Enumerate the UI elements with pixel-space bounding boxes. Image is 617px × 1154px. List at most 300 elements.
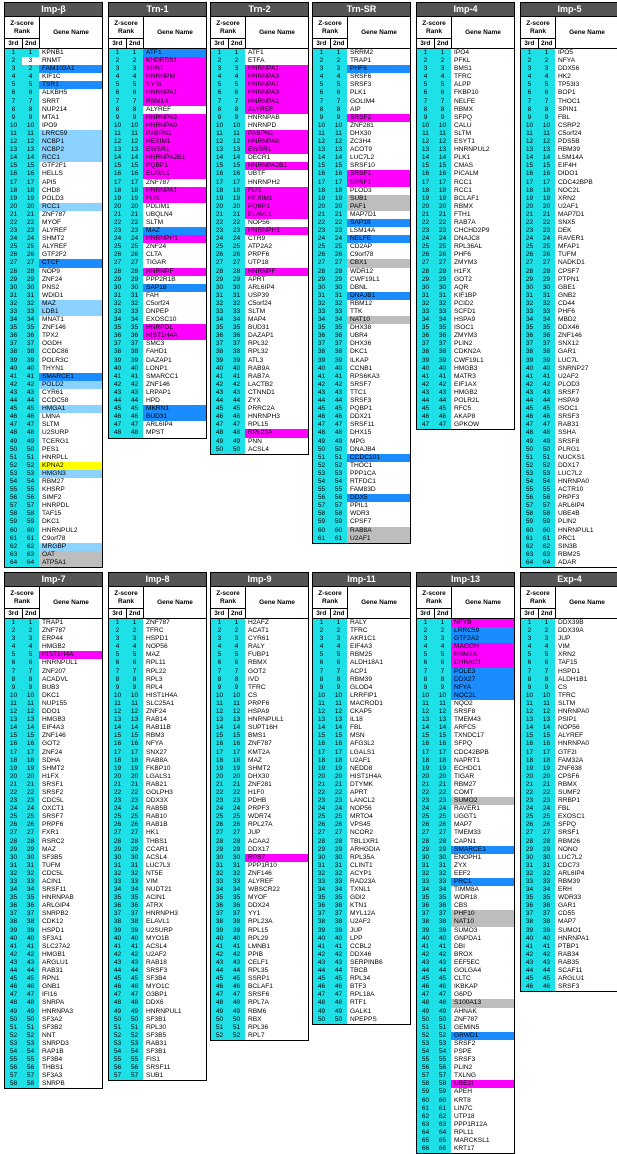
rank-3rd: 32 bbox=[5, 870, 22, 878]
gene-name: NFYA bbox=[451, 684, 514, 692]
rank-3rd: 5 bbox=[109, 81, 126, 89]
gene-name: VIM bbox=[146, 878, 158, 885]
rank-2nd: 37 bbox=[228, 910, 245, 918]
rank-2nd: 39 bbox=[538, 927, 555, 935]
table-row bbox=[521, 446, 617, 454]
rank-3rd: 36 bbox=[521, 332, 538, 340]
table-row bbox=[211, 284, 308, 292]
gene-name: DDX17 bbox=[558, 461, 580, 469]
table-row bbox=[521, 308, 617, 316]
gene-name: BTF3 bbox=[350, 983, 367, 991]
table-row bbox=[521, 235, 617, 243]
table-row bbox=[109, 740, 206, 748]
table-row bbox=[313, 967, 410, 975]
gene-name: PABPN1 bbox=[245, 130, 308, 138]
rank-3rd: 23 bbox=[109, 227, 126, 235]
rank-3rd: 17 bbox=[417, 179, 434, 187]
gene-name: HIST1H4A bbox=[39, 651, 102, 659]
table-row bbox=[521, 187, 617, 195]
rank-2nd: 37 bbox=[434, 910, 451, 918]
rank-3rd: 15 bbox=[417, 732, 434, 740]
rank-3rd: 44 bbox=[521, 967, 538, 975]
table-row bbox=[417, 684, 514, 692]
table-row bbox=[211, 365, 308, 373]
table-row bbox=[5, 959, 102, 967]
rank-2nd: 43 bbox=[228, 389, 245, 397]
table-row bbox=[521, 886, 617, 894]
rank-3rd: 56 bbox=[5, 1064, 22, 1072]
table-row bbox=[521, 789, 617, 797]
gene-name: PLK1 bbox=[454, 154, 471, 162]
table-row bbox=[211, 886, 308, 894]
rank-3rd: 9 bbox=[313, 114, 330, 122]
rank-3rd: 34 bbox=[521, 316, 538, 324]
gene-name: HNRNPA3 bbox=[42, 1007, 74, 1015]
table-row bbox=[109, 203, 206, 211]
gene-name: PABPN1 bbox=[143, 130, 206, 138]
table-row bbox=[313, 421, 410, 429]
rank-2nd: 8 bbox=[538, 106, 555, 114]
rank-3rd: 22 bbox=[313, 219, 330, 227]
rank-3rd: 11 bbox=[313, 130, 330, 138]
rank-3rd: 8 bbox=[211, 106, 228, 114]
rank-3rd: 37 bbox=[417, 340, 434, 348]
gene-name: KPNB1 bbox=[42, 49, 64, 56]
rank-3rd: 21 bbox=[211, 211, 228, 219]
rank-2nd: 41 bbox=[126, 373, 143, 381]
gene-name: DAZAP1 bbox=[248, 332, 274, 340]
rank-3rd: 22 bbox=[211, 789, 228, 797]
rank-3rd: 8 bbox=[211, 676, 228, 684]
rank-3rd: 15 bbox=[313, 732, 330, 740]
rank-2nd: 4 bbox=[228, 73, 245, 81]
gene-name: CLTC bbox=[454, 975, 471, 983]
rank-2nd: 33 bbox=[538, 878, 555, 886]
rank-3rd: 26 bbox=[417, 251, 434, 259]
rank-2nd: 6 bbox=[434, 659, 451, 667]
gene-name: MFAP1 bbox=[558, 243, 580, 251]
gene-name: ALDH18A1 bbox=[350, 659, 383, 667]
table-row bbox=[109, 943, 206, 951]
gene-name: ACAT1 bbox=[248, 627, 269, 635]
rank-2nd: 48 bbox=[538, 429, 555, 437]
table-row bbox=[313, 1016, 410, 1024]
gene-name: HNRNPA1 bbox=[143, 187, 206, 195]
gene-name: MAZ bbox=[39, 300, 102, 308]
rank-3rd: 3 bbox=[211, 65, 228, 73]
gene-name: CS bbox=[558, 683, 568, 691]
rank-2nd: 5 bbox=[538, 651, 555, 659]
rank-2nd: 59 bbox=[434, 1088, 451, 1096]
gene-name: PRPF3 bbox=[558, 494, 580, 502]
gene-name: DBI bbox=[454, 942, 465, 950]
table-row bbox=[417, 862, 514, 870]
rank-2nd: 53 bbox=[538, 470, 555, 478]
rank-2nd: 50 bbox=[126, 1016, 143, 1024]
gene-name: NFYA bbox=[146, 740, 164, 748]
table-row bbox=[211, 373, 308, 381]
rank-2nd: 18 bbox=[22, 187, 39, 195]
rank-2nd: 21 bbox=[228, 781, 245, 789]
rank-3rd: 27 bbox=[521, 259, 538, 267]
rank-2nd: 44 bbox=[434, 397, 451, 405]
rank-2nd: 40 bbox=[126, 365, 143, 373]
rank-3rd: 9 bbox=[109, 114, 126, 122]
gene-name: NOC2L bbox=[558, 186, 580, 194]
rank-2nd: 18 bbox=[330, 757, 347, 765]
rank-2nd: 2 bbox=[330, 627, 347, 635]
rank-2nd: 40 bbox=[22, 365, 39, 373]
table-row bbox=[5, 1064, 102, 1072]
table-row bbox=[417, 668, 514, 676]
rank-3rd: 25 bbox=[313, 243, 330, 251]
rank-2nd: 51 bbox=[22, 454, 39, 462]
rank-2nd: 40 bbox=[330, 365, 347, 373]
rank-3rd: 43 bbox=[521, 959, 538, 967]
rank-3rd: 21 bbox=[109, 781, 126, 789]
rank-2nd: 49 bbox=[330, 438, 347, 446]
rank-2nd: 20 bbox=[22, 773, 39, 781]
gene-name: HNRNPA1 bbox=[245, 98, 308, 106]
gene-name: RPL32 bbox=[248, 340, 269, 348]
table-row bbox=[417, 643, 514, 651]
gene-name: TTK bbox=[350, 308, 363, 315]
gene-name: PHF6 bbox=[347, 65, 410, 73]
rank-2nd: 56 bbox=[22, 1064, 39, 1072]
gene-name: LANCL2 bbox=[350, 797, 375, 805]
table-row bbox=[313, 179, 410, 187]
gene-name: LPP bbox=[350, 934, 363, 942]
rank-2nd: 16 bbox=[228, 170, 245, 178]
rank-2nd: 6 bbox=[126, 659, 143, 667]
table-row bbox=[109, 838, 206, 846]
rank-2nd: 41 bbox=[538, 943, 555, 951]
table-row bbox=[211, 935, 308, 943]
gene-name: HNRNPA3 bbox=[245, 73, 308, 81]
gene-name: DEK bbox=[558, 227, 572, 235]
gene-name: CDC42BPB bbox=[558, 178, 593, 186]
gene-name: ARL6IP4 bbox=[558, 502, 585, 510]
gene-name: CAPN1 bbox=[454, 837, 476, 845]
rank-2nd: 16 bbox=[538, 740, 555, 748]
rank-2nd: 40 bbox=[330, 935, 347, 943]
table-row bbox=[417, 1064, 514, 1072]
rank-3rd: 46 bbox=[521, 983, 538, 991]
rank-3rd: 34 bbox=[521, 886, 538, 894]
panel-title: Imp-5 bbox=[521, 3, 617, 17]
rank-2nd: 32 bbox=[228, 300, 245, 308]
rank-2nd: 19 bbox=[126, 765, 143, 773]
table-row bbox=[5, 862, 102, 870]
table-row bbox=[109, 886, 206, 894]
rank-3rd: 13 bbox=[109, 716, 126, 724]
table-row bbox=[521, 773, 617, 781]
table-row bbox=[109, 284, 206, 292]
table-row bbox=[521, 635, 617, 643]
rank-3rd: 11 bbox=[521, 130, 538, 138]
table-row bbox=[109, 179, 206, 187]
rank-2nd: 39 bbox=[22, 357, 39, 365]
gene-name: FBL bbox=[558, 113, 571, 121]
rank-label: Rank bbox=[530, 597, 546, 605]
rank-2nd: 54 bbox=[126, 1048, 143, 1056]
rank-2nd: 27 bbox=[330, 259, 347, 267]
gene-name: PLIN2 bbox=[558, 518, 577, 526]
rank-2nd: 35 bbox=[126, 894, 143, 902]
table-row bbox=[417, 651, 514, 659]
table-row bbox=[521, 292, 617, 300]
rank-3rd: 21 bbox=[5, 781, 22, 789]
gene-name: DKC1 bbox=[42, 518, 60, 526]
gene-name: C5orf24 bbox=[248, 299, 272, 307]
rank-2nd: 19 bbox=[126, 195, 143, 203]
rank-2nd: 9 bbox=[538, 114, 555, 122]
gene-name: HNRNPUL1 bbox=[558, 526, 594, 534]
table-row bbox=[417, 1072, 514, 1080]
rank-label: Rank bbox=[14, 597, 30, 605]
rank-3rd: 20 bbox=[313, 203, 330, 211]
rank-3rd: 8 bbox=[521, 106, 538, 114]
rank-3rd: 10 bbox=[417, 692, 434, 700]
rank-2nd: 41 bbox=[330, 943, 347, 951]
table-row bbox=[5, 219, 102, 227]
gene-name: DHX30 bbox=[248, 772, 270, 780]
rank-2nd: 33 bbox=[538, 308, 555, 316]
rank-3rd: 58 bbox=[521, 510, 538, 518]
table-row bbox=[313, 462, 410, 470]
gene-name: YY1 bbox=[248, 910, 261, 918]
rank-3rd: 28 bbox=[109, 268, 126, 276]
table-row bbox=[211, 292, 308, 300]
gene-name: NFYB bbox=[451, 619, 514, 627]
rank-3rd: 22 bbox=[211, 219, 228, 227]
table-row bbox=[417, 89, 514, 97]
rank-3rd: 46 bbox=[109, 983, 126, 991]
rank-3rd: 34 bbox=[211, 316, 228, 324]
gene-name: AIP bbox=[350, 105, 361, 113]
gene-name: DDX5 bbox=[347, 494, 410, 502]
rank-3rd: 24 bbox=[5, 235, 22, 243]
table-row bbox=[521, 154, 617, 162]
rank-2nd: 37 bbox=[538, 340, 555, 348]
gene-name: FBL bbox=[558, 805, 571, 813]
rank-2nd: 24 bbox=[22, 805, 39, 813]
rank-2nd: 15 bbox=[330, 732, 347, 740]
rank-2nd: 39 bbox=[434, 357, 451, 365]
rank-2nd: 41 bbox=[22, 943, 39, 951]
table-row bbox=[109, 1048, 206, 1056]
rank-3rd: 17 bbox=[417, 749, 434, 757]
rank-2nd: 23 bbox=[126, 227, 143, 235]
rank-2nd: 11 bbox=[22, 700, 39, 708]
rank-3rd: 31 bbox=[109, 862, 126, 870]
rank-2nd: 42 bbox=[22, 381, 39, 389]
table-row bbox=[521, 659, 617, 667]
gene-name: TRAP1 bbox=[42, 619, 64, 626]
rank-3rd: 44 bbox=[5, 397, 22, 405]
gene-name: SLTM bbox=[248, 308, 266, 315]
gene-name: ZNF787 bbox=[454, 1015, 478, 1023]
rank-2nd: 61 bbox=[330, 535, 347, 543]
rank-3rd: 26 bbox=[313, 251, 330, 259]
gene-name: NOP56 bbox=[146, 643, 168, 651]
rank-2nd: 3 bbox=[228, 635, 245, 643]
rank-3rd: 59 bbox=[521, 518, 538, 526]
rank-2nd: 47 bbox=[330, 991, 347, 999]
rank-2nd: 9 bbox=[330, 684, 347, 692]
rank-3rd: 39 bbox=[109, 927, 126, 935]
rank-3rd: 32 bbox=[417, 870, 434, 878]
gene-name: ECHDC1 bbox=[454, 764, 482, 772]
table-row bbox=[5, 551, 102, 559]
gene-name: TXNDC17 bbox=[454, 732, 485, 740]
table-row bbox=[5, 389, 102, 397]
table-row bbox=[109, 708, 206, 716]
rank-3rd: 26 bbox=[5, 821, 22, 829]
rank-label: Rank bbox=[322, 597, 338, 605]
rank-3rd: 54 bbox=[417, 1048, 434, 1056]
gene-name: RPL36 bbox=[248, 1023, 269, 1031]
rank-3rd: 50 bbox=[5, 446, 22, 454]
gene-name: SSRP1 bbox=[248, 975, 270, 983]
rank-2nd: 59 bbox=[330, 518, 347, 526]
column-header bbox=[109, 17, 206, 49]
rank-2nd: 26 bbox=[126, 251, 143, 259]
rank-3rd: 38 bbox=[521, 918, 538, 926]
rank-3rd: 49 bbox=[5, 1008, 22, 1016]
table-row bbox=[109, 65, 206, 73]
table-row bbox=[5, 535, 102, 543]
rank-2nd: 18 bbox=[228, 187, 245, 195]
rank-2nd: 60 bbox=[330, 527, 347, 535]
gene-name-label: Gene Name bbox=[361, 599, 397, 606]
gene-name: TXLNG bbox=[454, 1072, 476, 1080]
table-row bbox=[5, 821, 102, 829]
gene-name: ZYX bbox=[248, 397, 261, 405]
table-row bbox=[109, 373, 206, 381]
rank-2nd: 4 bbox=[22, 643, 39, 651]
gene-name: RPL4 bbox=[146, 683, 163, 691]
gene-name: SAP18 bbox=[143, 284, 206, 292]
rank-2nd: 41 bbox=[538, 373, 555, 381]
gene-name: PLOD3 bbox=[350, 186, 372, 194]
gene-name: SRSF7 bbox=[558, 388, 580, 396]
table-row bbox=[313, 89, 410, 97]
rank-3rd: 18 bbox=[211, 187, 228, 195]
rank-2nd: 17 bbox=[330, 179, 347, 187]
rank-2nd: 19 bbox=[22, 765, 39, 773]
gene-name: USP39 bbox=[248, 291, 269, 299]
rank-3rd: 36 bbox=[211, 902, 228, 910]
rank-2nd: 9 bbox=[330, 114, 347, 122]
gene-name: HNRNPUL1 bbox=[248, 716, 284, 724]
rank-2nd: 4 bbox=[330, 73, 347, 81]
panel-title: Trn-1 bbox=[109, 3, 206, 17]
rank-2nd: 63 bbox=[538, 551, 555, 559]
gene-name: TMEM33 bbox=[454, 829, 481, 837]
gene-name-label: Gene Name bbox=[157, 29, 193, 36]
table-row bbox=[521, 219, 617, 227]
table-row bbox=[417, 227, 514, 235]
rank-3rd: 52 bbox=[417, 1032, 434, 1040]
rank-3rd: 24 bbox=[211, 805, 228, 813]
rank-3rd: 44 bbox=[211, 967, 228, 975]
rank-2nd: 31 bbox=[538, 292, 555, 300]
gene-name: SRSF1 bbox=[558, 829, 580, 837]
gene-name: LONP1 bbox=[146, 364, 168, 372]
gene-name: RBM25 bbox=[350, 651, 372, 659]
gene-name: HIST1H4A bbox=[143, 332, 206, 340]
table-row bbox=[521, 668, 617, 676]
rank-2nd: 53 bbox=[22, 470, 39, 478]
rank-3rd: 10 bbox=[521, 122, 538, 130]
gene-name: SDHA bbox=[42, 756, 61, 764]
rank-2nd: 41 bbox=[434, 943, 451, 951]
rank-2nd: 11 bbox=[434, 130, 451, 138]
rank-2nd: 42 bbox=[126, 381, 143, 389]
table-row bbox=[417, 49, 514, 57]
gene-name: SF3B1 bbox=[146, 1015, 167, 1023]
gene-name: OAT bbox=[39, 551, 102, 559]
rank-3rd: 12 bbox=[211, 138, 228, 146]
gene-name: SRSF8 bbox=[454, 708, 476, 716]
rank-3rd: 48 bbox=[109, 999, 126, 1007]
rank-2nd: 16 bbox=[126, 170, 143, 178]
table-row bbox=[417, 389, 514, 397]
rank-2nd: 45 bbox=[228, 405, 245, 413]
rank-2nd: 2 bbox=[22, 627, 39, 635]
table-row bbox=[109, 813, 206, 821]
rank-2nd: 20 bbox=[126, 773, 143, 781]
rank-2nd: 50 bbox=[330, 1016, 347, 1024]
rank-3rd: 33 bbox=[5, 308, 22, 316]
rank-3rd: 44 bbox=[313, 397, 330, 405]
rank-3rd: 51 bbox=[109, 1024, 126, 1032]
rank-2nd: 57 bbox=[22, 502, 39, 510]
rank-2nd: 20 bbox=[330, 773, 347, 781]
rank-label: Rank bbox=[118, 27, 134, 35]
gene-name: WDR12 bbox=[350, 267, 374, 275]
rank-2nd: 40 bbox=[22, 935, 39, 943]
rank-2nd: 27 bbox=[330, 829, 347, 837]
table-row bbox=[521, 259, 617, 267]
rank-3rd: 22 bbox=[109, 789, 126, 797]
rank-2nd: 20 bbox=[126, 203, 143, 211]
table-row bbox=[313, 470, 410, 478]
gene-name: RPL23A bbox=[245, 429, 308, 437]
table-row bbox=[417, 170, 514, 178]
rank-3rd: 12 bbox=[5, 708, 22, 716]
table-row bbox=[211, 902, 308, 910]
rank-3rd: 58 bbox=[417, 1080, 434, 1088]
rank-3rd: 32 bbox=[211, 870, 228, 878]
table-row bbox=[5, 438, 102, 446]
rank-3rd: 38 bbox=[417, 918, 434, 926]
table-row bbox=[417, 765, 514, 773]
gene-name: RAVER1 bbox=[558, 235, 584, 243]
rank-2nd: 34 bbox=[22, 316, 39, 324]
table-row bbox=[313, 195, 410, 203]
table-row bbox=[109, 292, 206, 300]
rank-3rd: 18 bbox=[109, 757, 126, 765]
rank-2nd: 65 bbox=[434, 1137, 451, 1145]
rank-2nd: 13 bbox=[126, 146, 143, 154]
gene-name: LDB1 bbox=[39, 308, 102, 316]
rank-3rd: 20 bbox=[211, 773, 228, 781]
gene-name: NOP56 bbox=[350, 805, 372, 813]
gene-name: HNRNPH1 bbox=[245, 227, 308, 235]
table-row bbox=[5, 1032, 102, 1040]
